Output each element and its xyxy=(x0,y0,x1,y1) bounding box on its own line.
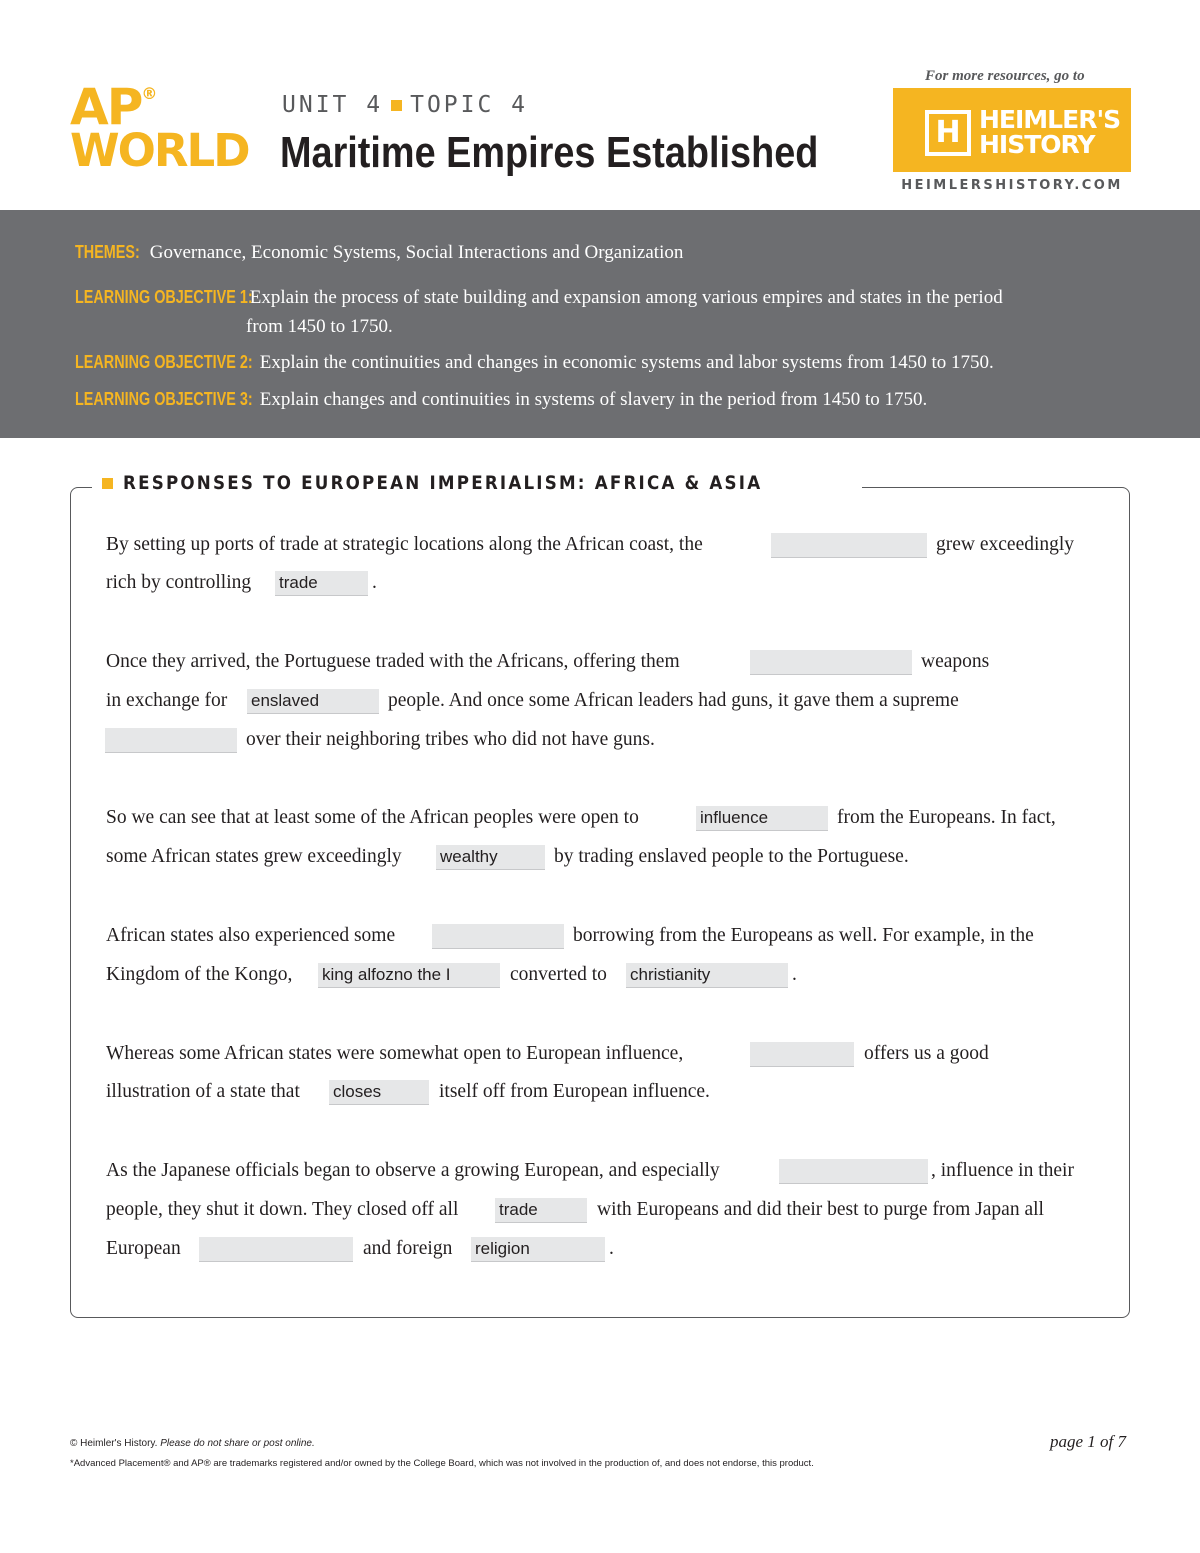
p6-line1-text: As the Japanese officials began to observe a growing European, and especially xyxy=(106,1160,720,1181)
brand-name-line2: HISTORY xyxy=(979,130,1095,159)
blank-input[interactable] xyxy=(432,924,564,949)
brand-url-link[interactable]: HEIMLERSHISTORY.COM xyxy=(901,178,1123,193)
copyright-text: © Heimler's History. xyxy=(70,1438,158,1449)
p3-line2-text: some African states grew exceedingly xyxy=(106,846,402,867)
blank-input[interactable]: king alfozno the I xyxy=(318,963,500,988)
copyright-note: Please do not share or post online. xyxy=(160,1438,315,1449)
p2-line2-end: people. And once some African leaders had guns, it gave them a supreme xyxy=(388,690,959,711)
p4-line1-text: African states also experienced some xyxy=(106,925,396,946)
p6-line1-end: , influence in their xyxy=(931,1160,1074,1181)
themes-label: THEMES: xyxy=(75,242,140,262)
blank-input[interactable]: wealthy xyxy=(436,845,545,870)
blank-input[interactable] xyxy=(199,1237,353,1262)
lo1-label: LEARNING OBJECTIVE 1: xyxy=(75,287,253,307)
p1-line2-text: rich by controlling xyxy=(106,572,252,593)
section-frame xyxy=(70,487,1130,1318)
p5-line1-end: offers us a good xyxy=(864,1043,989,1064)
blank-input[interactable] xyxy=(105,728,237,753)
p4-line2-middle: converted to xyxy=(510,964,607,985)
blank-input[interactable]: religion xyxy=(471,1237,605,1262)
brand-name xyxy=(979,107,1120,157)
p2-line1-end: weapons xyxy=(921,651,990,672)
p4-line1-end: borrowing from the Europeans as well. For example, in the xyxy=(573,925,1034,946)
themes-text: Governance, Economic Systems, Social Interactions and Organization xyxy=(149,242,684,263)
brand-h-icon: H xyxy=(925,110,971,156)
unit-topic-line xyxy=(282,92,528,118)
section-title: RESPONSES TO EUROPEAN IMPERIALISM: AFRICA & ASIA xyxy=(123,472,763,494)
brand-name-line1: HEIMLER'S xyxy=(979,105,1121,134)
footer-legal: *Advanced Placement® and AP® are trademarks registered and/or owned by the College Board, which was not involved in the production of, and does not endorse, this product. xyxy=(70,1458,814,1469)
p6-line2-end: with Europeans and did their best to purge from Japan all xyxy=(597,1199,1044,1220)
lo2-row xyxy=(75,352,994,374)
section-header xyxy=(92,472,862,494)
topic-label: TOPIC 4 xyxy=(410,92,529,118)
p3-line1-end: from the Europeans. In fact, xyxy=(837,807,1056,828)
p1-line1-text: By setting up ports of trade at strategic locations along the African coast, the xyxy=(106,534,703,555)
blank-input[interactable]: influence xyxy=(696,806,828,831)
lo1-row xyxy=(75,287,1003,309)
p2-line3-text: over their neighboring tribes who did not have guns. xyxy=(246,729,655,750)
lo3-row xyxy=(75,389,927,411)
objectives-band xyxy=(0,210,1200,438)
blank-input[interactable] xyxy=(750,1042,854,1067)
p5-line1-text: Whereas some African states were somewhat open to European influence, xyxy=(106,1043,684,1064)
section-square-icon xyxy=(102,478,113,489)
blank-input[interactable]: closes xyxy=(329,1080,429,1105)
page-title: Maritime Empires Established xyxy=(280,128,819,177)
p3-line1-text: So we can see that at least some of the African peoples were open to xyxy=(106,807,639,828)
blank-input[interactable] xyxy=(771,533,927,558)
lo3-label: LEARNING OBJECTIVE 3: xyxy=(75,389,253,409)
p2-line2-text: in exchange for xyxy=(106,690,228,711)
lo1-text-continued: from 1450 to 1750. xyxy=(246,316,393,337)
themes-row xyxy=(75,242,683,264)
blank-input[interactable]: christianity xyxy=(626,963,788,988)
blank-input[interactable]: trade xyxy=(495,1198,587,1223)
lo2-text: Explain the continuities and changes in economic systems and labor systems from 1450 to 1750. xyxy=(259,352,994,373)
world-logo: WORLD xyxy=(70,124,249,177)
p4-line2-end: . xyxy=(792,964,797,985)
ap-registered-mark: ® xyxy=(141,84,156,103)
unit-label: UNIT 4 xyxy=(282,92,384,118)
p2-line1-text: Once they arrived, the Portuguese traded with the Africans, offering them xyxy=(106,651,680,672)
blank-input[interactable]: enslaved xyxy=(247,689,379,714)
divider-square-icon xyxy=(391,100,402,111)
p3-line2-end: by trading enslaved people to the Portuguese. xyxy=(554,846,909,867)
p1-line1-end: grew exceedingly xyxy=(936,534,1075,555)
promo-text: For more resources, go to xyxy=(925,68,1085,84)
lo3-text: Explain changes and continuities in systems of slavery in the period from 1450 to 1750. xyxy=(259,389,928,410)
p5-line2-end: itself off from European influence. xyxy=(439,1081,710,1102)
p4-line2-text: Kingdom of the Kongo, xyxy=(106,964,293,985)
blank-input[interactable]: trade xyxy=(275,571,368,596)
p1-line2-end: . xyxy=(372,572,377,593)
p5-line2-text: illustration of a state that xyxy=(106,1081,300,1102)
p6-line3-end: . xyxy=(609,1238,614,1259)
blank-input[interactable] xyxy=(779,1159,928,1184)
p6-line3-text: European xyxy=(106,1238,181,1259)
blank-input[interactable] xyxy=(750,650,912,675)
footer-copyright xyxy=(70,1438,315,1449)
lo2-label: LEARNING OBJECTIVE 2: xyxy=(75,352,253,372)
page-number: page 1 of 7 xyxy=(1050,1432,1127,1451)
lo1-text: Explain the process of state building and expansion among various empires and states in the period xyxy=(249,287,1003,308)
p6-line2-text: people, they shut it down. They closed off all xyxy=(106,1199,459,1220)
ap-logo-text: AP xyxy=(70,78,142,136)
p6-line3-middle: and foreign xyxy=(363,1238,453,1259)
